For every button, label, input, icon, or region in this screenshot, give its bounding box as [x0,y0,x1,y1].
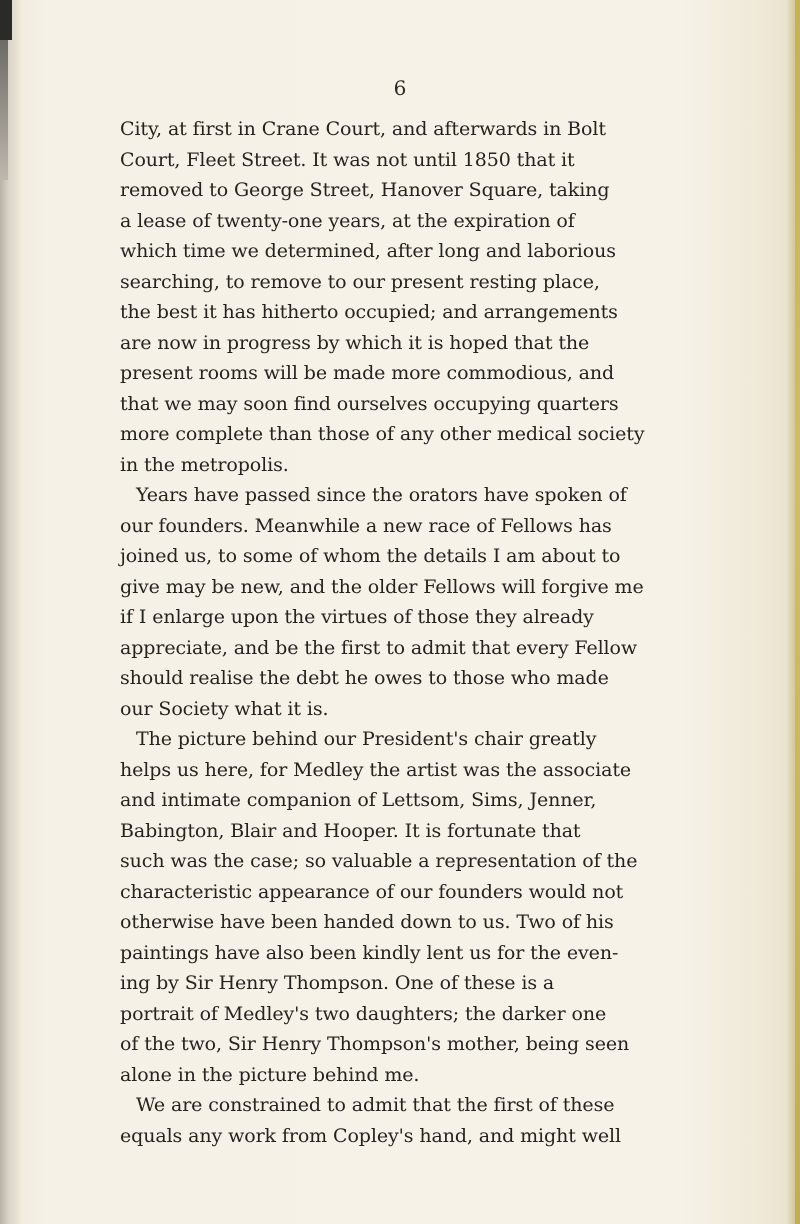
text-line: give may be new, and the older Fellows will forgive me [120,575,644,598]
text-line: are now in progress by which it is hoped that the [120,331,590,354]
text-line: equals any work from Copley's hand, and might well [120,1124,621,1147]
text-line: Court, Fleet Street. It was not until 1850 that it [120,148,575,171]
text-line: City, at first in Crane Court, and afterwards in Bolt [120,118,606,140]
text-line: Babington, Blair and Hooper. It is fortunate that [120,819,581,842]
text-line: of the two, Sir Henry Thompson's mother, being seen [120,1033,630,1055]
scan-edge-dark [0,0,12,40]
text-line: paintings have also been kindly lent us for the even- [120,941,619,964]
text-line: such was the case; so valuable a representation of the [120,850,638,872]
text-line: our Society what it is. [120,697,329,720]
text-line: alone in the picture behind me. [120,1063,420,1086]
body-text [120,114,720,1151]
text-line: ing by Sir Henry Thompson. One of these is a [120,972,555,994]
paragraph-start-line: The picture behind our President's chair greatly [136,728,597,750]
text-line: searching, to remove to our present resting place, [120,270,600,293]
text-line: and intimate companion of Lettsom, Sims, Jenner, [120,789,597,811]
page-number: 6 [393,76,407,100]
text-line: that we may soon find ourselves occupying quarters [120,392,619,415]
text-line: removed to George Street, Hanover Square, taking [120,179,610,201]
paragraph-start-line: Years have passed since the orators have spoken of [136,484,627,506]
text-line: the best it has hitherto occupied; and arrangements [120,301,618,323]
text-line: should realise the debt he owes to those who made [120,667,609,689]
text-line: which time we determined, after long and laborious [120,240,616,262]
text-line: helps us here, for Medley the artist was the associate [120,758,632,781]
text-line: a lease of twenty-one years, at the expiration of [120,209,575,232]
page-right-binding [795,0,800,1224]
text-line: joined us, to some of whom the details I am about to [120,545,621,567]
text-line: in the metropolis. [120,453,289,476]
text-line: more complete than those of any other medical society [120,423,645,445]
text-line: our founders. Meanwhile a new race of Fellows has [120,514,612,537]
text-line: present rooms will be made more commodious, and [120,362,615,384]
text-line: portrait of Medley's two daughters; the darker one [120,1002,607,1025]
text-line: otherwise have been handed down to us. Two of his [120,911,614,933]
page-left-shadow [0,0,22,1224]
text-line: characteristic appearance of our founders would not [120,880,624,903]
scan-edge-mid [0,40,8,180]
text-line: if I enlarge upon the virtues of those they already [120,606,594,628]
paragraph-start-line: We are constrained to admit that the first of these [136,1094,615,1116]
text-line: appreciate, and be the first to admit that every Fellow [120,636,638,659]
